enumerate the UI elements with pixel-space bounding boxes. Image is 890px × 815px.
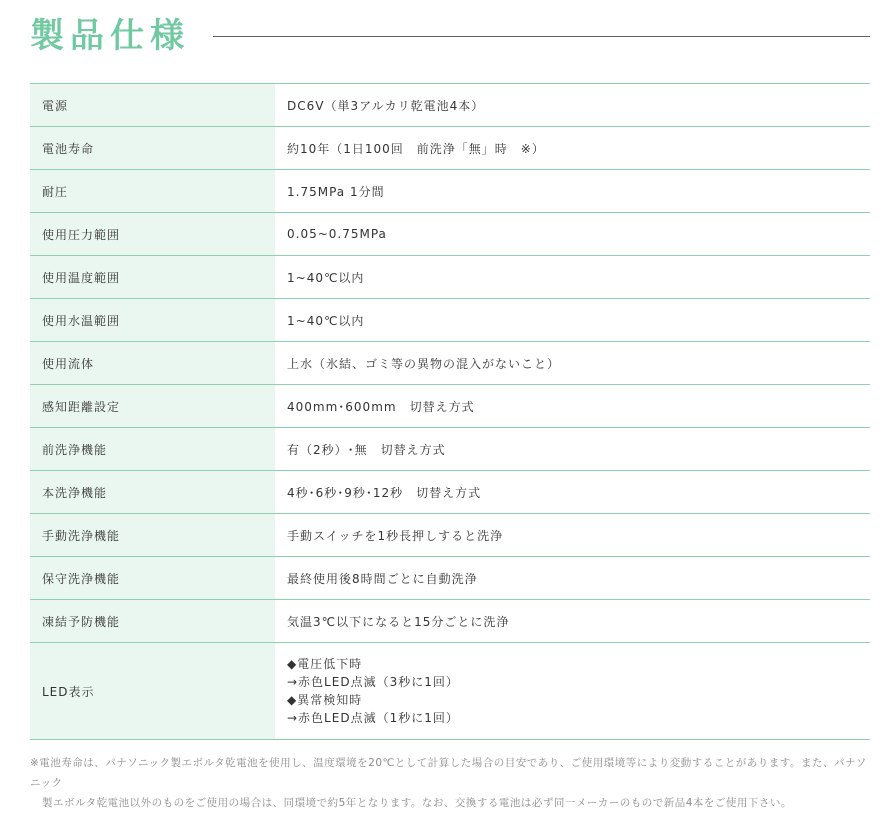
led-line: ◆電圧低下時 bbox=[287, 657, 363, 671]
spec-value: 気温3℃以下になると15分ごとに洗浄 bbox=[275, 600, 870, 643]
table-row bbox=[30, 514, 870, 557]
footnote bbox=[30, 753, 870, 813]
table-row bbox=[30, 299, 870, 342]
spec-label: 電池寿命 bbox=[30, 127, 275, 170]
spec-value: 400mm･600mm 切替え方式 bbox=[275, 385, 870, 428]
footnote-line: ※電池寿命は、パナソニック製エボルタ乾電池を使用し、温度環境を20℃として計算した場合の目安であり、ご使用環境等により変動することがあります。また、パナソニック bbox=[30, 757, 867, 789]
spec-label: 本洗浄機能 bbox=[30, 471, 275, 514]
page-title: 製品仕様 bbox=[30, 16, 190, 56]
table-row bbox=[30, 213, 870, 256]
spec-label: 凍結予防機能 bbox=[30, 600, 275, 643]
footnote-line: 製エボルタ乾電池以外のものをご使用の場合は、同環境で約5年となります。なお、交換する電池は必ず同一メーカーのもので新品4本をご使用下さい。 bbox=[42, 797, 792, 809]
spec-label: 保守洗浄機能 bbox=[30, 557, 275, 600]
table-row bbox=[30, 471, 870, 514]
spec-label: 前洗浄機能 bbox=[30, 428, 275, 471]
table-row bbox=[30, 557, 870, 600]
table-row bbox=[30, 127, 870, 170]
spec-value: 上水（氷結、ゴミ等の異物の混入がないこと） bbox=[275, 342, 870, 385]
led-line: ◆異常検知時 bbox=[287, 693, 363, 707]
spec-value: 4秒･6秒･9秒･12秒 切替え方式 bbox=[275, 471, 870, 514]
table-row bbox=[30, 256, 870, 299]
table-row bbox=[30, 385, 870, 428]
spec-label: 使用流体 bbox=[30, 342, 275, 385]
spec-value: 1~40℃以内 bbox=[275, 299, 870, 342]
spec-label: 使用水温範囲 bbox=[30, 299, 275, 342]
spec-value: 1.75MPa 1分間 bbox=[275, 170, 870, 213]
table-row bbox=[30, 342, 870, 385]
spec-label: LED表示 bbox=[30, 643, 275, 740]
title-divider bbox=[213, 36, 870, 37]
spec-value: 有（2秒）･無 切替え方式 bbox=[275, 428, 870, 471]
led-line: →赤色LED点滅（1秒に1回） bbox=[287, 711, 459, 725]
table-row bbox=[30, 84, 870, 127]
spec-label: 電源 bbox=[30, 84, 275, 127]
spec-value: 約10年（1日100回 前洗浄「無」時 ※） bbox=[275, 127, 870, 170]
spec-value: 最終使用後8時間ごとに自動洗浄 bbox=[275, 557, 870, 600]
table-row bbox=[30, 428, 870, 471]
spec-value: 0.05~0.75MPa bbox=[275, 213, 870, 256]
spec-value: 1~40℃以内 bbox=[275, 256, 870, 299]
spec-label: 感知距離設定 bbox=[30, 385, 275, 428]
spec-label: 使用圧力範囲 bbox=[30, 213, 275, 256]
spec-label: 耐圧 bbox=[30, 170, 275, 213]
spec-label: 手動洗浄機能 bbox=[30, 514, 275, 557]
spec-value: 手動スイッチを1秒長押しすると洗浄 bbox=[275, 514, 870, 557]
led-value bbox=[275, 643, 870, 740]
spec-table bbox=[30, 83, 870, 740]
led-line: →赤色LED点滅（3秒に1回） bbox=[287, 675, 459, 689]
table-row bbox=[30, 600, 870, 643]
spec-value: DC6V（単3アルカリ乾電池4本） bbox=[275, 84, 870, 127]
spec-label: 使用温度範囲 bbox=[30, 256, 275, 299]
table-row bbox=[30, 170, 870, 213]
table-row-led bbox=[30, 643, 870, 740]
